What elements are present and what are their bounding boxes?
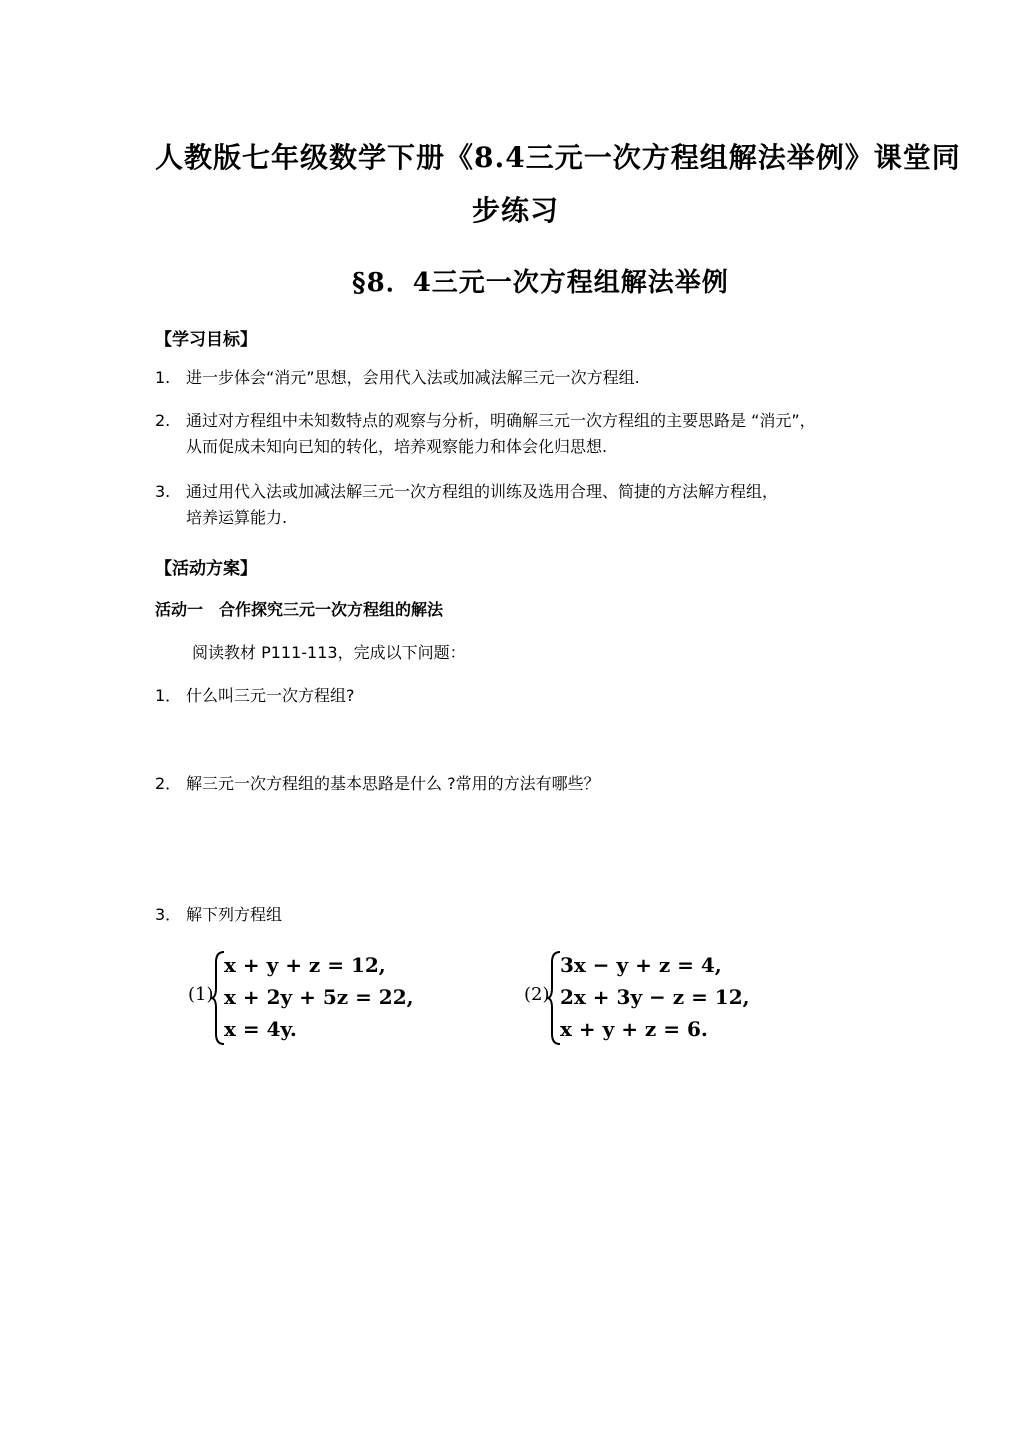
- objective-item-1: [155, 365, 640, 391]
- objective-text: 通过对方程组中未知数特点的观察与分析，明确解三元一次方程组的主要思路是 “消元”，: [186, 411, 816, 430]
- activity-1-title: 活动一 合作探究三元一次方程组的解法: [155, 600, 444, 619]
- equation-3: x = 4y.: [224, 1017, 297, 1041]
- equation-system-1: [188, 950, 414, 1046]
- document-title-line-2: 步练习: [472, 194, 560, 227]
- question-1: [155, 683, 355, 709]
- equation-3: x + y + z = 6.: [560, 1017, 708, 1041]
- objective-number: 3.: [155, 482, 171, 501]
- objectives-heading: 【学习目标】: [155, 330, 257, 350]
- section-title: §8．4三元一次方程组解法举例: [352, 268, 729, 298]
- question-3: [155, 902, 282, 928]
- equation-2: x + 2y + 5z = 22,: [224, 985, 414, 1009]
- question-number: 1．: [155, 686, 182, 705]
- question-text: 解三元一次方程组的基本思路是什么 ?常用的方法有哪些？: [186, 774, 600, 793]
- equation-1: x + y + z = 12,: [224, 953, 386, 977]
- system-label: (2): [524, 984, 550, 1005]
- objective-item-2: [155, 408, 816, 460]
- document-title-line-1: 人教版七年级数学下册《8.4三元一次方程组解法举例》课堂同: [155, 141, 961, 174]
- equation-system-2: [524, 950, 750, 1046]
- objective-number: 2.: [155, 411, 171, 430]
- question-number: 3．: [155, 905, 182, 924]
- equation-2: 2x + 3y − z = 12,: [560, 985, 750, 1009]
- objective-number: 1.: [155, 368, 171, 387]
- objective-text: 进一步体会“消元”思想，会用代入法或加减法解三元一次方程组.: [186, 368, 640, 387]
- question-text: 解下列方程组: [186, 905, 283, 924]
- objective-item-3: [155, 479, 778, 531]
- activity-intro: 阅读教材 P111-113，完成以下问题：: [192, 643, 466, 662]
- question-2: [155, 771, 600, 797]
- question-number: 2．: [155, 774, 182, 793]
- activities-heading: 【活动方案】: [155, 559, 257, 579]
- system-label: (1): [188, 984, 214, 1005]
- question-text: 什么叫三元一次方程组?: [186, 686, 355, 705]
- objective-text-continued: 从而促成未知向已知的转化，培养观察能力和体会化归思想.: [186, 437, 608, 456]
- equation-1: 3x − y + z = 4,: [560, 953, 722, 977]
- objective-text-continued: 培养运算能力.: [186, 508, 288, 527]
- objective-text: 通过用代入法或加减法解三元一次方程组的训练及选用合理、简捷的方法解方程组，: [186, 482, 779, 501]
